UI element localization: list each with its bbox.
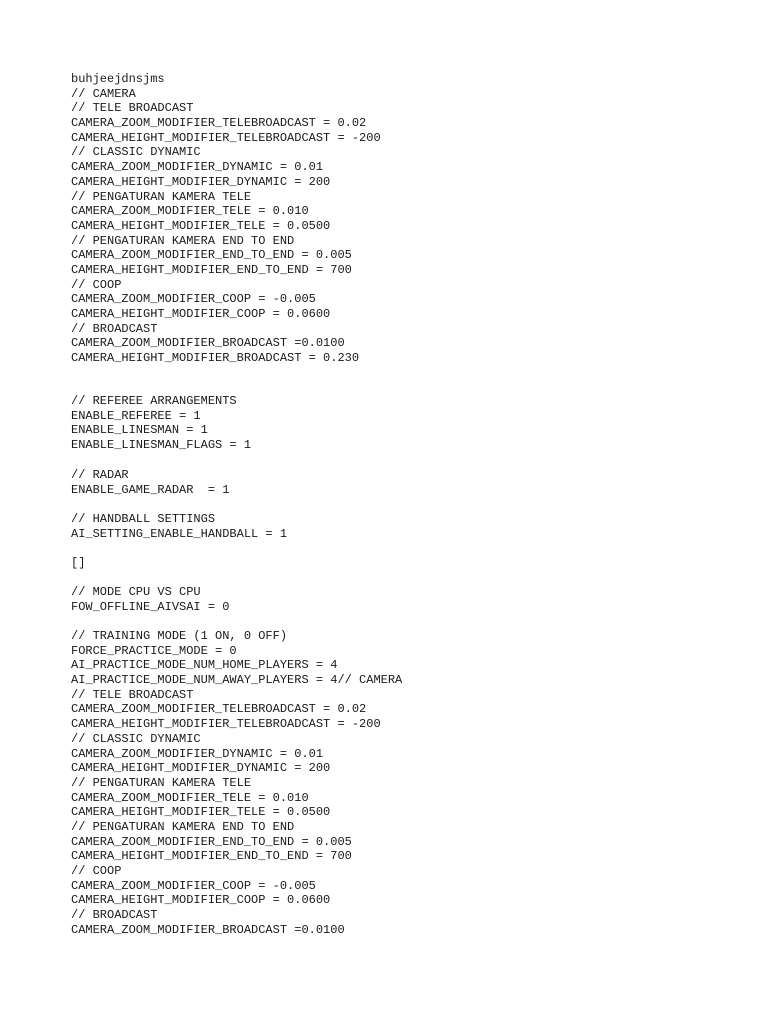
text-line: CAMERA_HEIGHT_MODIFIER_END_TO_END = 700: [71, 849, 352, 864]
cpu-vs-cpu-block: [71, 585, 229, 614]
text-line: CAMERA_ZOOM_MODIFIER_DYNAMIC = 0.01: [71, 746, 324, 761]
text-line: ENABLE_REFEREE = 1: [71, 408, 201, 423]
text-line: CAMERA_HEIGHT_MODIFIER_END_TO_END = 700: [71, 262, 352, 277]
radar-settings-block: [71, 468, 229, 497]
text-line: CAMERA_ZOOM_MODIFIER_TELEBROADCAST = 0.02: [71, 116, 367, 131]
text-line: CAMERA_ZOOM_MODIFIER_TELEBROADCAST = 0.02: [71, 702, 367, 717]
text-line: CAMERA_HEIGHT_MODIFIER_TELE = 0.0500: [71, 218, 331, 233]
text-line: FORCE_PRACTICE_MODE = 0: [71, 643, 237, 658]
text-line: CAMERA_ZOOM_MODIFIER_COOP = -0.005: [71, 878, 316, 893]
text-line: // CLASSIC DYNAMIC: [71, 731, 201, 746]
text-line: // BROADCAST: [71, 908, 158, 923]
text-line: FOW_OFFLINE_AIVSAI = 0: [71, 599, 230, 614]
text-line: CAMERA_HEIGHT_MODIFIER_DYNAMIC = 200: [71, 761, 331, 776]
text-line: ENABLE_LINESMAN = 1: [71, 423, 208, 438]
text-line: AI_SETTING_ENABLE_HANDBALL = 1: [71, 526, 288, 541]
text-line: CAMERA_HEIGHT_MODIFIER_COOP = 0.0600: [71, 307, 331, 321]
text-line: // CAMERA: [71, 86, 136, 101]
text-line: CAMERA_ZOOM_MODIFIER_BROADCAST =0.0100: [71, 336, 345, 351]
text-line: // COOP: [71, 864, 122, 878]
text-line: ENABLE_GAME_RADAR = 1: [71, 482, 230, 497]
text-line: AI_PRACTICE_MODE_NUM_AWAY_PLAYERS = 4// CAMERA: [71, 673, 403, 688]
text-line: AI_PRACTICE_MODE_NUM_HOME_PLAYERS = 4: [71, 658, 338, 673]
training-and-camera-block: [71, 629, 402, 937]
text-line: // TRAINING MODE (1 ON, 0 OFF): [71, 629, 288, 643]
text-line: CAMERA_HEIGHT_MODIFIER_TELE = 0.0500: [71, 805, 331, 820]
text-line: CAMERA_ZOOM_MODIFIER_BROADCAST =0.0100: [71, 922, 345, 937]
referee-settings-block: [71, 394, 251, 453]
empty-brackets-block: [71, 556, 85, 571]
text-line: // CLASSIC DYNAMIC: [71, 145, 201, 160]
text-line: CAMERA_ZOOM_MODIFIER_DYNAMIC = 0.01: [71, 160, 324, 175]
text-line: CAMERA_HEIGHT_MODIFIER_DYNAMIC = 200: [71, 174, 331, 189]
text-line: // PENGATURAN KAMERA END TO END: [71, 819, 295, 834]
text-line: CAMERA_HEIGHT_MODIFIER_COOP = 0.0600: [71, 893, 331, 908]
text-line: // PENGATURAN KAMERA END TO END: [71, 233, 295, 248]
text-line: CAMERA_ZOOM_MODIFIER_END_TO_END = 0.005: [71, 248, 352, 263]
text-line: CAMERA_HEIGHT_MODIFIER_TELEBROADCAST = -200: [71, 717, 381, 732]
text-line: // PENGATURAN KAMERA TELE: [71, 189, 252, 204]
text-line: // BROADCAST: [71, 321, 158, 336]
handball-settings-block: [71, 512, 287, 541]
text-line: // TELE BROADCAST: [71, 687, 194, 702]
text-line: // MODE CPU VS CPU: [71, 585, 201, 599]
text-line: CAMERA_ZOOM_MODIFIER_TELE = 0.010: [71, 204, 309, 219]
text-line: // COOP: [71, 277, 122, 292]
text-line: CAMERA_ZOOM_MODIFIER_END_TO_END = 0.005: [71, 834, 352, 849]
text-line: CAMERA_HEIGHT_MODIFIER_TELEBROADCAST = -200: [71, 130, 381, 145]
text-line: ENABLE_LINESMAN_FLAGS = 1: [71, 438, 252, 453]
camera-settings-block: [71, 72, 381, 366]
text-line: // HANDBALL SETTINGS: [71, 512, 216, 526]
text-line: // REFEREE ARRANGEMENTS: [71, 394, 237, 408]
text-line: // TELE BROADCAST: [71, 101, 194, 116]
text-line: []: [71, 556, 86, 570]
text-line: // PENGATURAN KAMERA TELE: [71, 775, 252, 790]
text-line: buhjeejdnsjms: [71, 72, 165, 86]
text-line: CAMERA_ZOOM_MODIFIER_COOP = -0.005: [71, 292, 316, 307]
text-line: CAMERA_HEIGHT_MODIFIER_BROADCAST = 0.230: [71, 351, 360, 366]
text-line: CAMERA_ZOOM_MODIFIER_TELE = 0.010: [71, 790, 309, 805]
text-line: // RADAR: [71, 468, 129, 482]
